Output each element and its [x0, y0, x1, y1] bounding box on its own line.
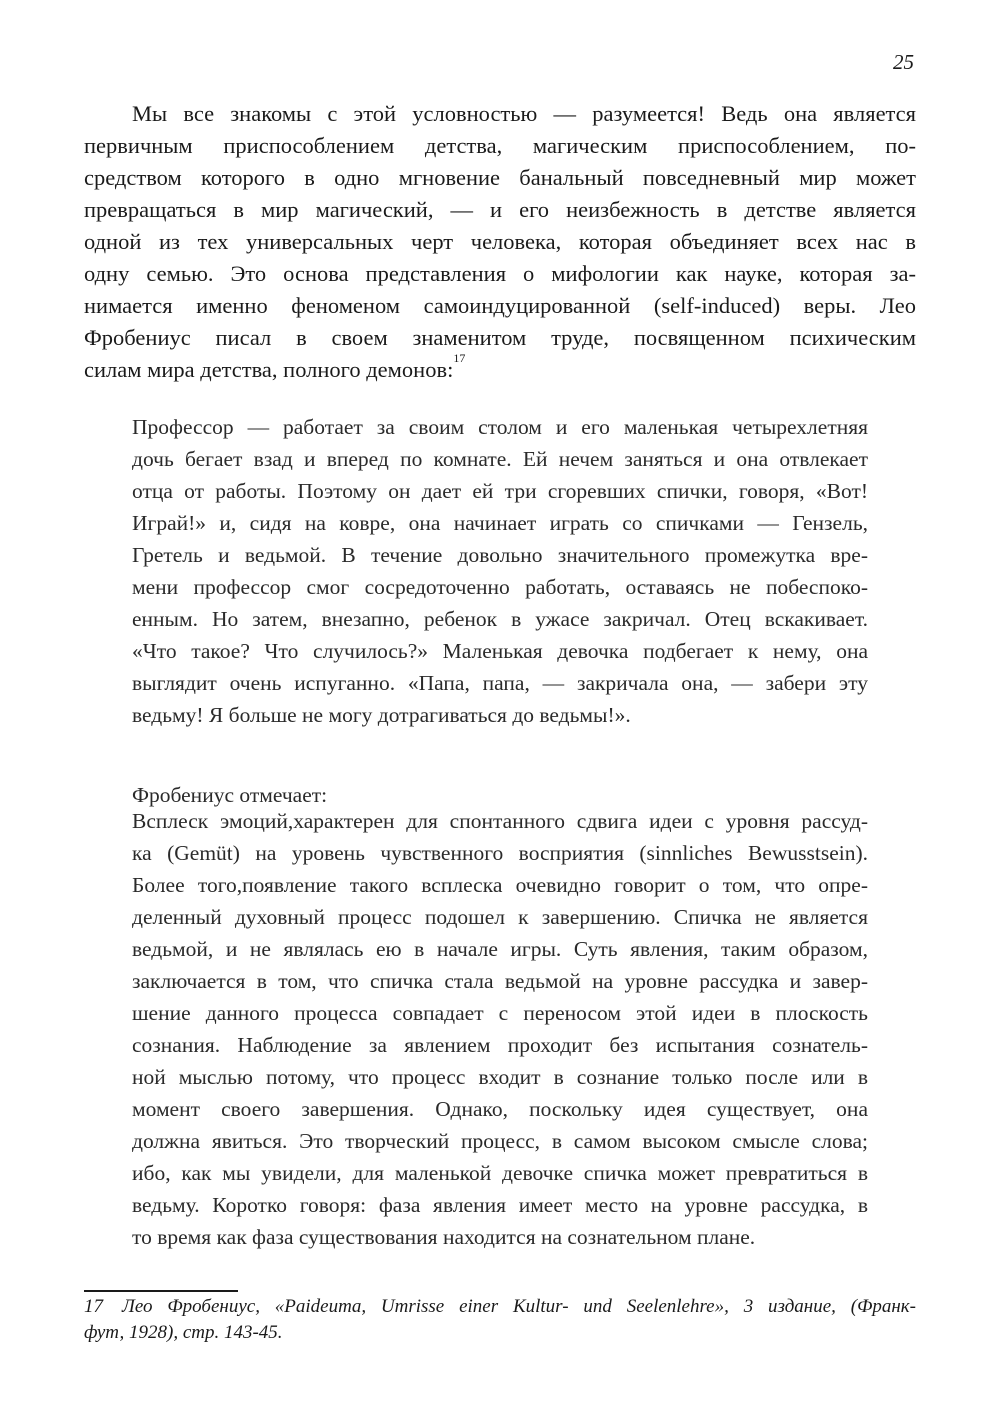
quote-line: ной мыслью потому, что процесс входит в сознание только после или в	[132, 1065, 868, 1089]
text-line: первичным приспособлением детства, магическим приспособлением, по-	[84, 133, 916, 158]
quote-line: ка (Gemüt) на уровень чувственного восприятия (sinnliches Bewusstsein).	[132, 841, 868, 865]
quote-line: дочь бегает взад и вперед по комнате. Ей нечем заняться и она отвлекает	[132, 447, 868, 471]
quote-line: отца от работы. Поэтому он дает ей три сгоревших спички, говоря, «Вот!	[132, 479, 868, 503]
quote-line: то время как фаза существования находится на сознательном плане.	[132, 1225, 756, 1249]
text-line: Фробениус писал в своем знаменитом труде, посвященном психическим	[84, 325, 916, 350]
quote-line: Играй!» и, сидя на ковре, она начинает играть со спичками — Гензель,	[132, 511, 868, 535]
footnote-line: фут, 1928), стр. 143-45.	[84, 1322, 283, 1343]
quote-line: енным. Но затем, внезапно, ребенок в ужасе закричал. Отец вскакивает.	[132, 607, 868, 631]
block-quote-2	[132, 805, 868, 1253]
quote-line: выглядит очень испуганно. «Папа, папа, — закричала она, — забери эту	[132, 671, 868, 695]
text-line: одну семью. Это основа представления о мифологии как науке, которая за-	[84, 261, 916, 286]
quote-line: ведьму. Коротко говоря: фаза явления имеет место на уровне рассудка, в	[132, 1193, 868, 1217]
footnote-text: Лео Фробениус, «Paideuma, Umrisse einer Kultur- und Seelenlehre», 3 издание, (Франк-	[122, 1296, 916, 1317]
block-quote-1	[132, 411, 868, 731]
quote-line: должна явиться. Это творческий процесс, в самом высоком смысле слова;	[132, 1129, 868, 1153]
body-paragraph	[84, 98, 916, 386]
quote-line: ибо, как мы увидели, для маленькой девочке спичка может превратиться в	[132, 1161, 868, 1185]
quote-line: «Что такое? Что случилось?» Маленькая девочка подбегает к нему, она	[132, 639, 868, 663]
intro-label: Фробениус отмечает:	[132, 783, 328, 807]
quote-line: Всплеск эмоций,характерен для спонтанного сдвига идеи с уровня рассуд-	[132, 809, 868, 833]
quote-line: Более того,появление такого всплеска очевидно говорит о том, что опре-	[132, 873, 868, 897]
footnote-number: 17	[84, 1296, 103, 1317]
quote-line: Гретель и ведьмой. В течение довольно значительного промежутка вре-	[132, 543, 868, 567]
quote-line: сознания. Наблюдение за явлением проходит без испытания сознатель-	[132, 1033, 868, 1057]
text-line-content: силам мира детства, полного демонов:	[84, 357, 454, 382]
quote-line: заключается в том, что спичка стала ведьмой на уровне рассудка и завер-	[132, 969, 868, 993]
quote-line: Профессор — работает за своим столом и его маленькая четырехлетняя	[132, 415, 868, 439]
text-line: нимается именно феноменом самоиндуцированной (self-induced) веры. Лео	[84, 293, 916, 318]
text-line: средством которого в одно мгновение банальный повседневный мир может	[84, 165, 916, 190]
text-line: превращаться в мир магический, — и его неизбежность в детстве является	[84, 197, 916, 222]
quote-line: момент своего завершения. Однако, поскольку идея существует, она	[132, 1097, 868, 1121]
quote-line: ведьмой, и не являлась ею в начале игры. Суть явления, таким образом,	[132, 937, 868, 961]
text-line	[84, 354, 916, 386]
quote-line: мени профессор смог сосредоточенно работать, оставаясь не побеспоко-	[132, 575, 868, 599]
footnote	[84, 1294, 916, 1346]
text-line: Мы все знакомы с этой условностью — разумеется! Ведь она является	[132, 101, 916, 126]
page-number: 25	[893, 50, 914, 74]
footnote-reference[interactable]: 17	[453, 354, 466, 365]
quote-line: деленный духовный процесс подошел к завершению. Спичка не является	[132, 905, 868, 929]
text-line: одной из тех универсальных черт человека, которая объединяет всех нас в	[84, 229, 916, 254]
footnote-divider	[84, 1290, 238, 1292]
quote-line: ведьму! Я больше не могу дотрагиваться до ведьмы!».	[132, 703, 631, 727]
footnote-line	[84, 1294, 916, 1320]
quote-line: шение данного процесса совпадает с переносом этой идеи в плоскость	[132, 1001, 868, 1025]
